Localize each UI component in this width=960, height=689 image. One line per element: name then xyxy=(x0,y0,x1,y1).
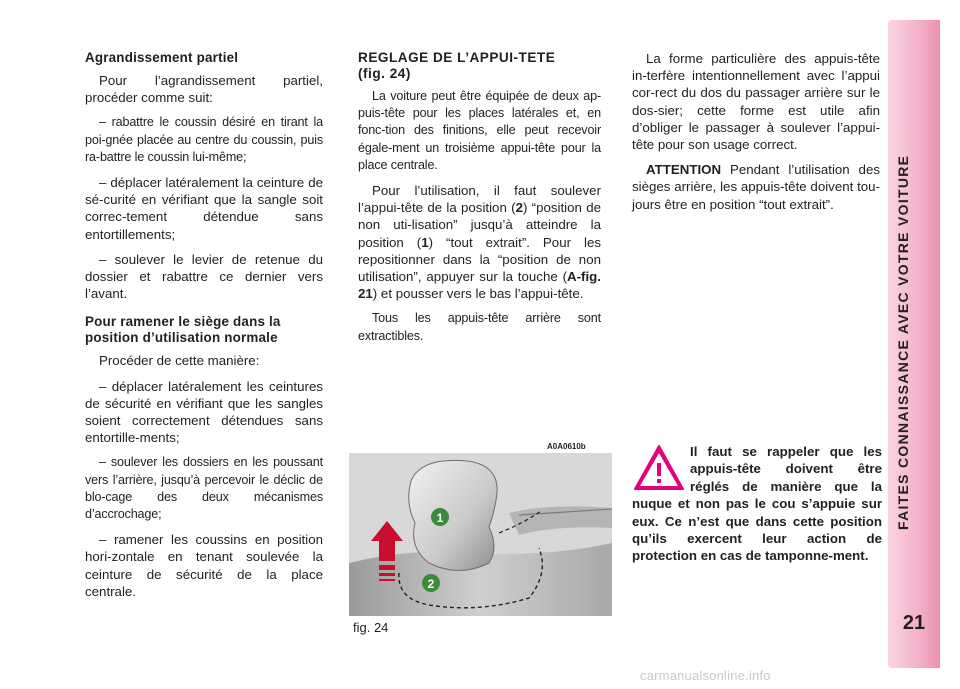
headrest-illustration xyxy=(349,453,612,616)
figure-caption: fig. 24 xyxy=(353,620,389,635)
heading-partial-enlargement: Agrandissement partiel xyxy=(85,50,239,65)
text-run: ) “tout extrait”. Pour les repositionner dans la “position de non utilisation”, appuyer sur la touche ( xyxy=(358,234,601,285)
paragraph: – soulever le levier de retenue du dossier et rabattre ce dernier vers l’avant. xyxy=(85,251,323,302)
paragraph xyxy=(632,161,880,213)
sidebar-title: FAITES CONNAISSANCE AVEC VOTRE VOITURE xyxy=(895,154,911,530)
arrow-dash xyxy=(379,573,395,576)
position-number: 1 xyxy=(421,234,429,250)
paragraph: La voiture peut être équipée de deux ap-puis-tête pour les places latérales et, en fonc-tion des finitions, elle peut recevoir égale-ment un troisième appui-tête pour la place centrale. xyxy=(358,89,601,172)
footer-watermark[interactable]: carmanualsonline.info xyxy=(640,668,771,683)
paragraph: La forme particulière des appuis-tête in-terfère intentionnellement avec l’appui cor-rect du dos du passager arrière sur le dos-sier; cette forme est utile afin d’obliger le passager à soulever l’appui-tête pour son usage correct. xyxy=(632,51,880,153)
page-number: 21 xyxy=(902,612,926,634)
figure-reference: A-fig. 21 xyxy=(358,269,601,302)
text-run: ) “position de non uti-lisation” jusqu’à atteindre la position ( xyxy=(358,200,601,250)
arrow-dash xyxy=(379,565,395,570)
paragraph xyxy=(358,182,601,302)
warning-triangle-icon xyxy=(632,443,686,493)
paragraph: – ramener les coussins en position hori-zontale en tenant soulevée la ceinture de sécurité de la place centrale. xyxy=(85,532,323,599)
figure-reference: fig. 24 xyxy=(363,66,406,81)
marker-2-label: 2 xyxy=(427,577,435,591)
attention-label: ATTENTION xyxy=(646,162,722,178)
paragraph: – déplacer latéralement la ceinture de sé-curité en vérifiant que la sangle soit correc-tement détendue sans entortillements; xyxy=(85,175,323,242)
warning-note xyxy=(632,443,882,565)
headrest-figure xyxy=(349,453,612,616)
text-run: Pendant l’utilisation des sièges arrière, les appuis-tête doivent tou-jours être en position “tout extrait”. xyxy=(632,162,880,212)
warning-text: Il faut se rappeler que les appuis-tête doivent être réglés de manière que la nuque et non pas le cou s’appuie sur eux. Ce n’est que dans cette position qu’ils exercent leur action de protection en cas de tamponne-ment. xyxy=(632,444,882,564)
paragraph: – rabattre le coussin désiré en tirant la poi-gnée placée au centre du coussin, puis ra-battre le coussin lui-même; xyxy=(85,115,323,164)
paragraph: – déplacer latéralement les ceintures de sécurité en vérifiant que les sangles soient correctement détendues sans entortille-ments; xyxy=(85,378,323,446)
figure-code: A0A0610b xyxy=(547,442,586,451)
column-right xyxy=(632,50,880,221)
position-number: 2 xyxy=(515,200,523,216)
paragraph: Tous les appuis-tête arrière sont extractibles. xyxy=(358,311,601,343)
heading-title: REGLAGE DE L’APPUI-TETE xyxy=(358,50,556,65)
heading-headrest-adjustment xyxy=(358,50,601,82)
paragraph: – soulever les dossiers en les poussant vers l’arrière, jusqu’à percevoir le déclic de blo-cage des deux mécanismes d’accrochage; xyxy=(85,455,323,522)
heading-restore-seat: Pour ramener le siège dans la position d’utilisation normale xyxy=(85,314,281,346)
paragraph: Pour l’agrandissement partiel, procéder comme suit: xyxy=(85,73,323,106)
text-run: Pour l’utilisation, il faut soulever l’appui-tête de la position ( xyxy=(358,183,601,216)
heading-ref-close: ) xyxy=(405,66,411,81)
paragraph: Procéder de cette manière: xyxy=(99,353,260,369)
column-middle xyxy=(358,50,601,353)
heading-ref-open: ( xyxy=(358,66,364,81)
headrest-shape xyxy=(409,460,497,570)
arrow-dash xyxy=(379,579,395,581)
column-left xyxy=(85,50,323,608)
marker-1-label: 1 xyxy=(436,511,444,525)
text-run: ) et pousser vers le bas l’appui-tête. xyxy=(372,286,584,302)
